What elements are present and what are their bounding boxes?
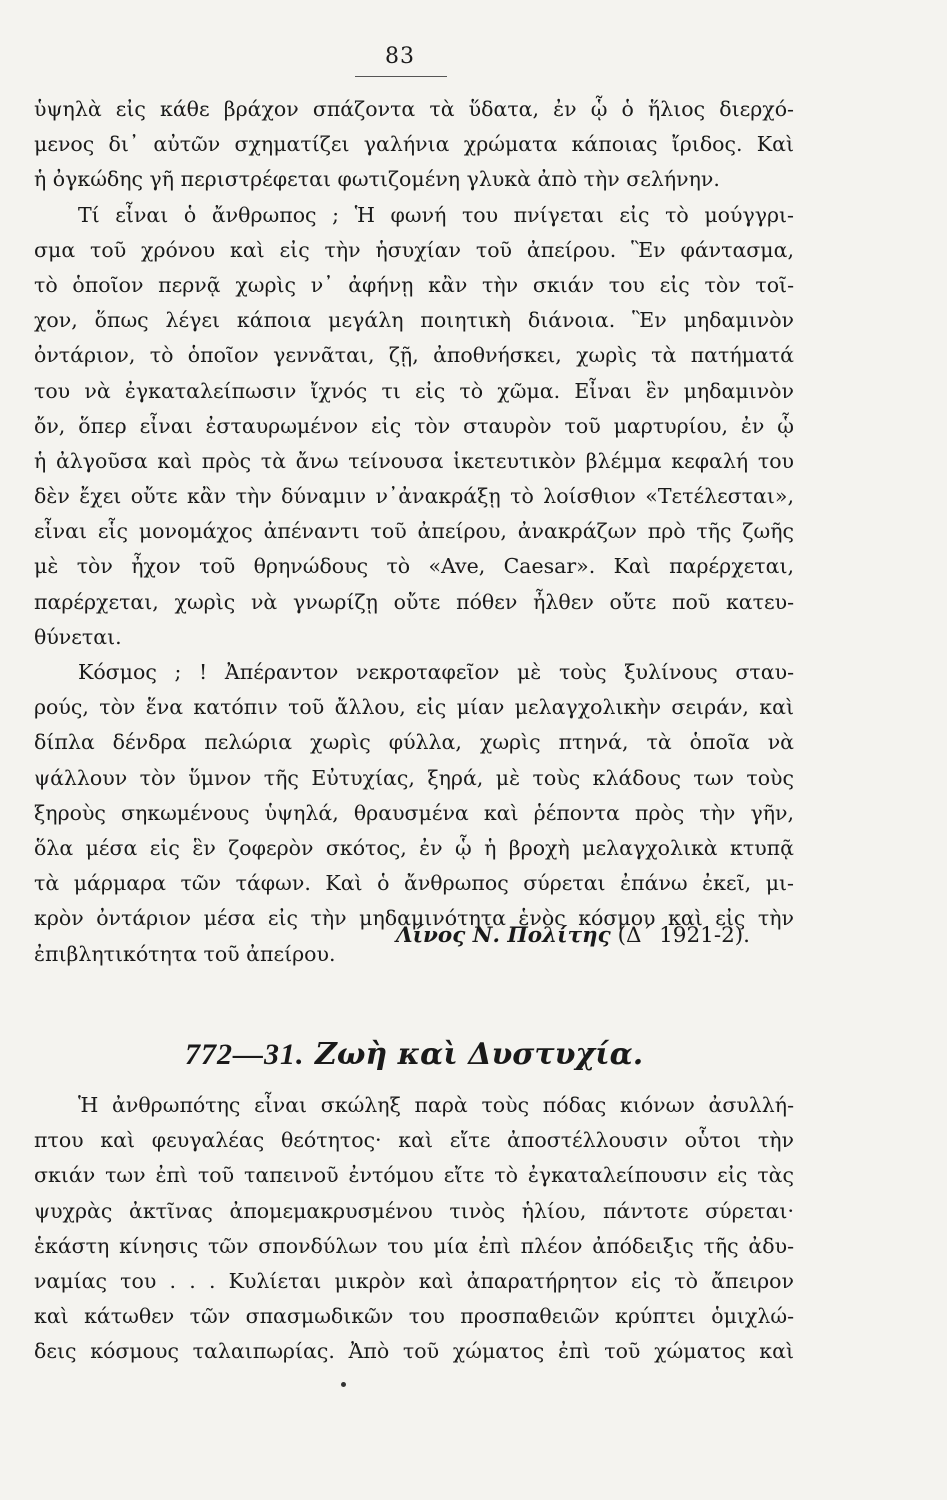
text-line: του νὰ ἐγκαταλείπωσιν ἴχνός τι εἰς τὸ χῶμα. Εἶναι ἓν μηδαμινὸν	[34, 378, 794, 403]
text-line: τὸ ὁποῖον περνᾷ χωρὶς ν᾽ ἀφήνῃ κἂν τὴν σκιάν του εἰς τὸν τοῖ-	[34, 272, 794, 297]
text-line: ὀντάριον, τὸ ὁποῖον γεννᾶται, ζῇ, ἀποθνήσκει, χωρὶς τὰ πατήματά	[34, 343, 794, 368]
page-number-rule	[355, 76, 447, 77]
text-line: ναμίας του . . . Κυλίεται μικρὸν καὶ ἀπαρατήρητον εἰς τὸ ἄπειρον	[34, 1268, 794, 1293]
author-signature	[0, 918, 750, 954]
text-line: ξηροὺς σηκωμένους ὑψηλά, θραυσμένα καὶ ῥέποντα πρὸς τὴν γῆν,	[34, 800, 794, 825]
body-text-block-1	[34, 92, 794, 972]
text-line: ψάλλουν τὸν ὕμνον τῆς Εὐτυχίας, ξηρά, μὲ τοὺς κλάδους των τοὺς	[34, 765, 794, 790]
text-line: θύνεται.	[34, 624, 122, 649]
text-line: σμα τοῦ χρόνου καὶ εἰς τὴν ἡσυχίαν τοῦ ἀπείρου. Ἓν φάντασμα,	[34, 237, 794, 262]
text-line: Κόσμος ; ! Ἀπέραντον νεκροταφεῖον μὲ τοὺς ξυλίνους σταυ-	[78, 660, 794, 684]
text-line: ἡ ὀγκώδης γῆ περιστρέφεται φωτιζομένη γλυκὰ ἀπὸ τὴν σελήνην.	[34, 167, 720, 192]
text-line: καὶ κάτωθεν τῶν σπασμωδικῶν του προσπαθειῶν κρύπτει ὁμιχλώ-	[34, 1304, 794, 1329]
text-line: ὅλα μέσα εἰς ἓν ζοφερὸν σκότος, ἐν ᾧ ἡ βροχὴ μελαγχολικὰ κτυπᾷ	[34, 835, 794, 860]
text-line: ἑκάστη κίνησις τῶν σπονδύλων του μία ἐπὶ πλέον ἀπόδειξις τῆς ἀδυ-	[34, 1233, 794, 1258]
text-line: τὰ μάρμαρα τῶν τάφων. Καὶ ὁ ἄνθρωπος σύρεται ἐπάνω ἐκεῖ, μι-	[34, 871, 794, 896]
text-line: ὄν, ὅπερ εἶναι ἐσταυρωμένον εἰς τὸν σταυρὸν τοῦ μαρτυρίου, ἐν ᾧ	[34, 413, 794, 438]
text-line: Ἡ ἀνθρωπότης εἶναι σκώληξ παρὰ τοὺς πόδας κιόνων ἀσυλλή-	[78, 1093, 794, 1117]
text-line: κρὸν ὀντάριον μέσα εἰς τὴν μηδαμινότητα ἑνὸς κόσμου καὶ εἰς τὴν	[34, 906, 794, 931]
text-line: ἐπιβλητικότητα τοῦ ἀπείρου.	[34, 941, 336, 966]
section-heading	[185, 1034, 643, 1076]
printed-dot-mark	[341, 1382, 346, 1387]
signature-date: (Δ΄ 1921-2).	[617, 923, 750, 948]
text-line: ρούς, τὸν ἕνα κατόπιν τοῦ ἄλλου, εἰς μίαν μελαγχολικὴν σειράν, καὶ	[34, 695, 794, 720]
text-line: δεις κόσμους ταλαιπωρίας. Ἀπὸ τοῦ χώματος ἐπὶ τοῦ χώματος καὶ	[34, 1339, 794, 1364]
text-line: εἶναι εἷς μονομάχος ἀπέναντι τοῦ ἀπείρου, ἀνακράζων πρὸ τῆς ζωῆς	[34, 519, 794, 544]
text-line: πτου καὶ φευγαλέας θεότητος· καὶ εἴτε ἀποστέλλουσιν οὗτοι τὴν	[34, 1128, 794, 1153]
text-line: δίπλα δένδρα πελώρια χωρὶς φύλλα, χωρὶς πτηνά, τὰ ὁποῖα νὰ	[34, 730, 794, 755]
text-line: ὑψηλὰ εἰς κάθε βράχον σπάζοντα τὰ ὕδατα, ἐν ᾧ ὁ ἥλιος διερχό-	[34, 97, 794, 121]
text-line: χον, ὅπως λέγει κάποια μεγάλη ποιητικὴ διάνοια. Ἓν μηδαμινὸν	[34, 308, 794, 333]
text-line: ψυχρὰς ἀκτῖνας ἀπομεμακρυσμένου τινὸς ἡλίου, πάντοτε σύρεται·	[34, 1198, 794, 1223]
text-line: μὲ τὸν ἦχον τοῦ θρηνώδους τὸ «Ave, Caesar». Καὶ παρέρχεται,	[34, 554, 794, 579]
text-line: Τί εἶναι ὁ ἄνθρωπος ; Ἡ φωνή του πνίγεται εἰς τὸ μούγγρι-	[78, 202, 794, 227]
section-number: 772—31.	[185, 1038, 305, 1071]
text-line: δὲν ἔχει οὔτε κἂν τὴν δύναμιν ν᾽ἀνακράξῃ τὸ λοίσθιον «Τετέλεσται»,	[34, 484, 794, 509]
body-text-block-2	[34, 1088, 794, 1370]
author-name: Λίνος Ν. Πολίτης	[395, 923, 611, 948]
page-number: 83	[385, 44, 415, 69]
section-title: Ζωὴ καὶ Δυστυχία.	[314, 1037, 644, 1072]
text-line: σκιάν των ἐπὶ τοῦ ταπεινοῦ ἐντόμου εἴτε τὸ ἐγκαταλείπουσιν εἰς τὰς	[34, 1163, 794, 1188]
text-line: ἡ ἀλγοῦσα καὶ πρὸς τὰ ἄνω τείνουσα ἱκετευτικὸν βλέμμα κεφαλή του	[34, 448, 794, 473]
text-line: μενος δι᾽ αὐτῶν σχηματίζει γαλήνια χρώματα κάποιας ἴριδος. Καὶ	[34, 132, 794, 157]
text-line: παρέρχεται, χωρὶς νὰ γνωρίζῃ οὔτε πόθεν ἦλθεν οὔτε ποῦ κατευ-	[34, 589, 794, 614]
